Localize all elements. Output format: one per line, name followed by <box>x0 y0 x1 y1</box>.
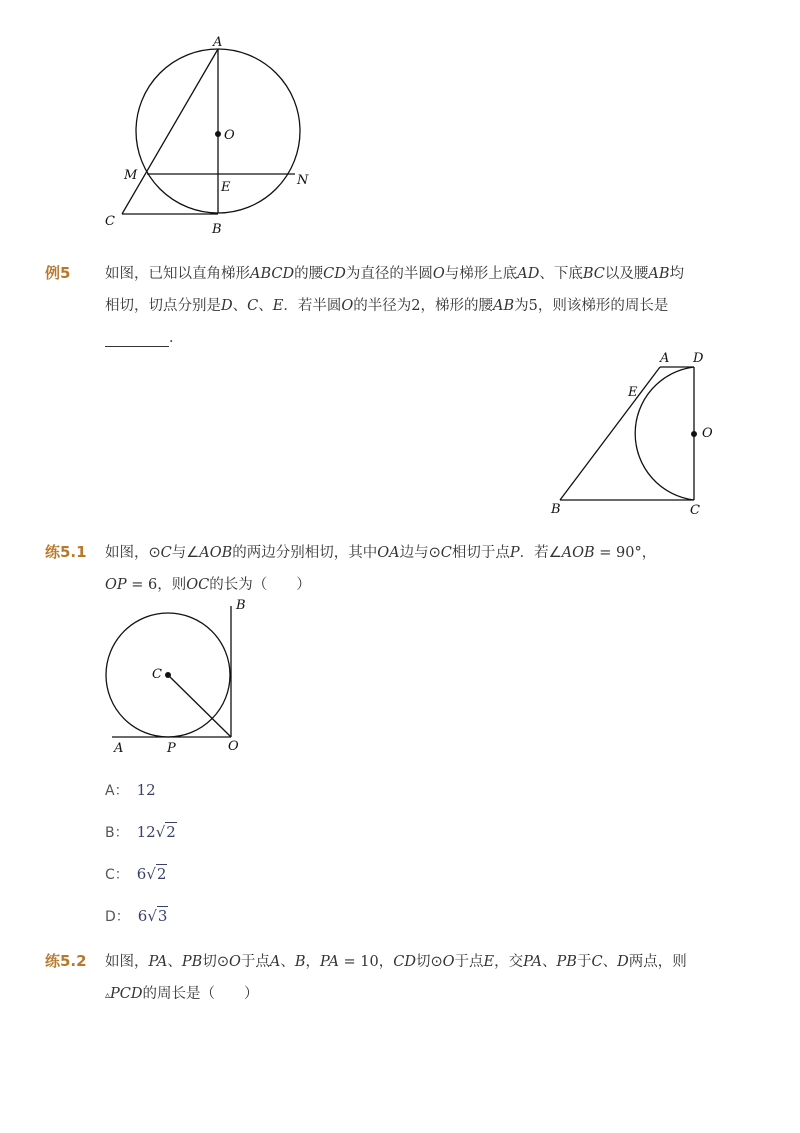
answer-blank <box>105 346 169 347</box>
label-D: D <box>693 351 704 366</box>
label-A: A <box>660 351 670 366</box>
label-O: O <box>228 739 239 754</box>
practice-5-1-line-1: 如图，⊙C与∠AOB的两边分别相切，其中OA边与⊙C相切于点P．若∠AOB = 90°， <box>105 545 657 561</box>
label-C: C <box>152 667 162 682</box>
figure-circle-right-angle <box>100 597 260 762</box>
example-5-line-2: 相切，切点分别是D、C、E．若半圆O的半径为2，梯形的腰AB为5，则该梯形的周长是 <box>105 298 669 314</box>
example-5-answer-blank: ． <box>105 326 184 347</box>
example-5-tag: 例5 <box>45 264 71 282</box>
label-B: B <box>236 598 246 613</box>
label-O: O <box>224 128 235 143</box>
label-C: C <box>105 214 115 229</box>
label-N: N <box>297 173 309 188</box>
label-P: P <box>167 741 176 756</box>
label-B: B <box>212 222 222 237</box>
label-M: M <box>124 168 138 183</box>
practice-5-2-tag: 练5.2 <box>45 952 87 970</box>
label-A: A <box>213 35 223 50</box>
option-d[interactable]: D： 6√3 <box>105 907 168 925</box>
label-C: C <box>690 503 700 518</box>
practice-5-2-line-2: ▵PCD的周长是（ ） <box>105 986 259 1002</box>
label-E: E <box>221 180 231 195</box>
practice-5-1-line-2: OP = 6，则OC的长为（ ） <box>105 577 311 593</box>
option-c[interactable]: C： 6√2 <box>105 865 167 883</box>
practice-5-1-tag: 练5.1 <box>45 543 87 561</box>
practice-5-2-line-1: 如图，PA、PB切⊙O于点A、B，PA = 10，CD切⊙O于点E，交PA、PB于C、D两点，则 <box>105 954 687 970</box>
figure-trapezoid-semicircle <box>540 345 730 525</box>
label-A: A <box>114 741 124 756</box>
label-E: E <box>628 385 638 400</box>
label-O: O <box>702 426 713 441</box>
example-5-line-1: 如图，已知以直角梯形ABCD的腰CD为直径的半圆O与梯形上底AD、下底BC以及腰AB均 <box>105 266 685 282</box>
figure-circle-chord <box>100 35 320 245</box>
label-B: B <box>551 502 561 517</box>
option-b[interactable]: B： 12√2 <box>105 823 176 841</box>
option-a[interactable]: A： 12 <box>105 781 156 799</box>
